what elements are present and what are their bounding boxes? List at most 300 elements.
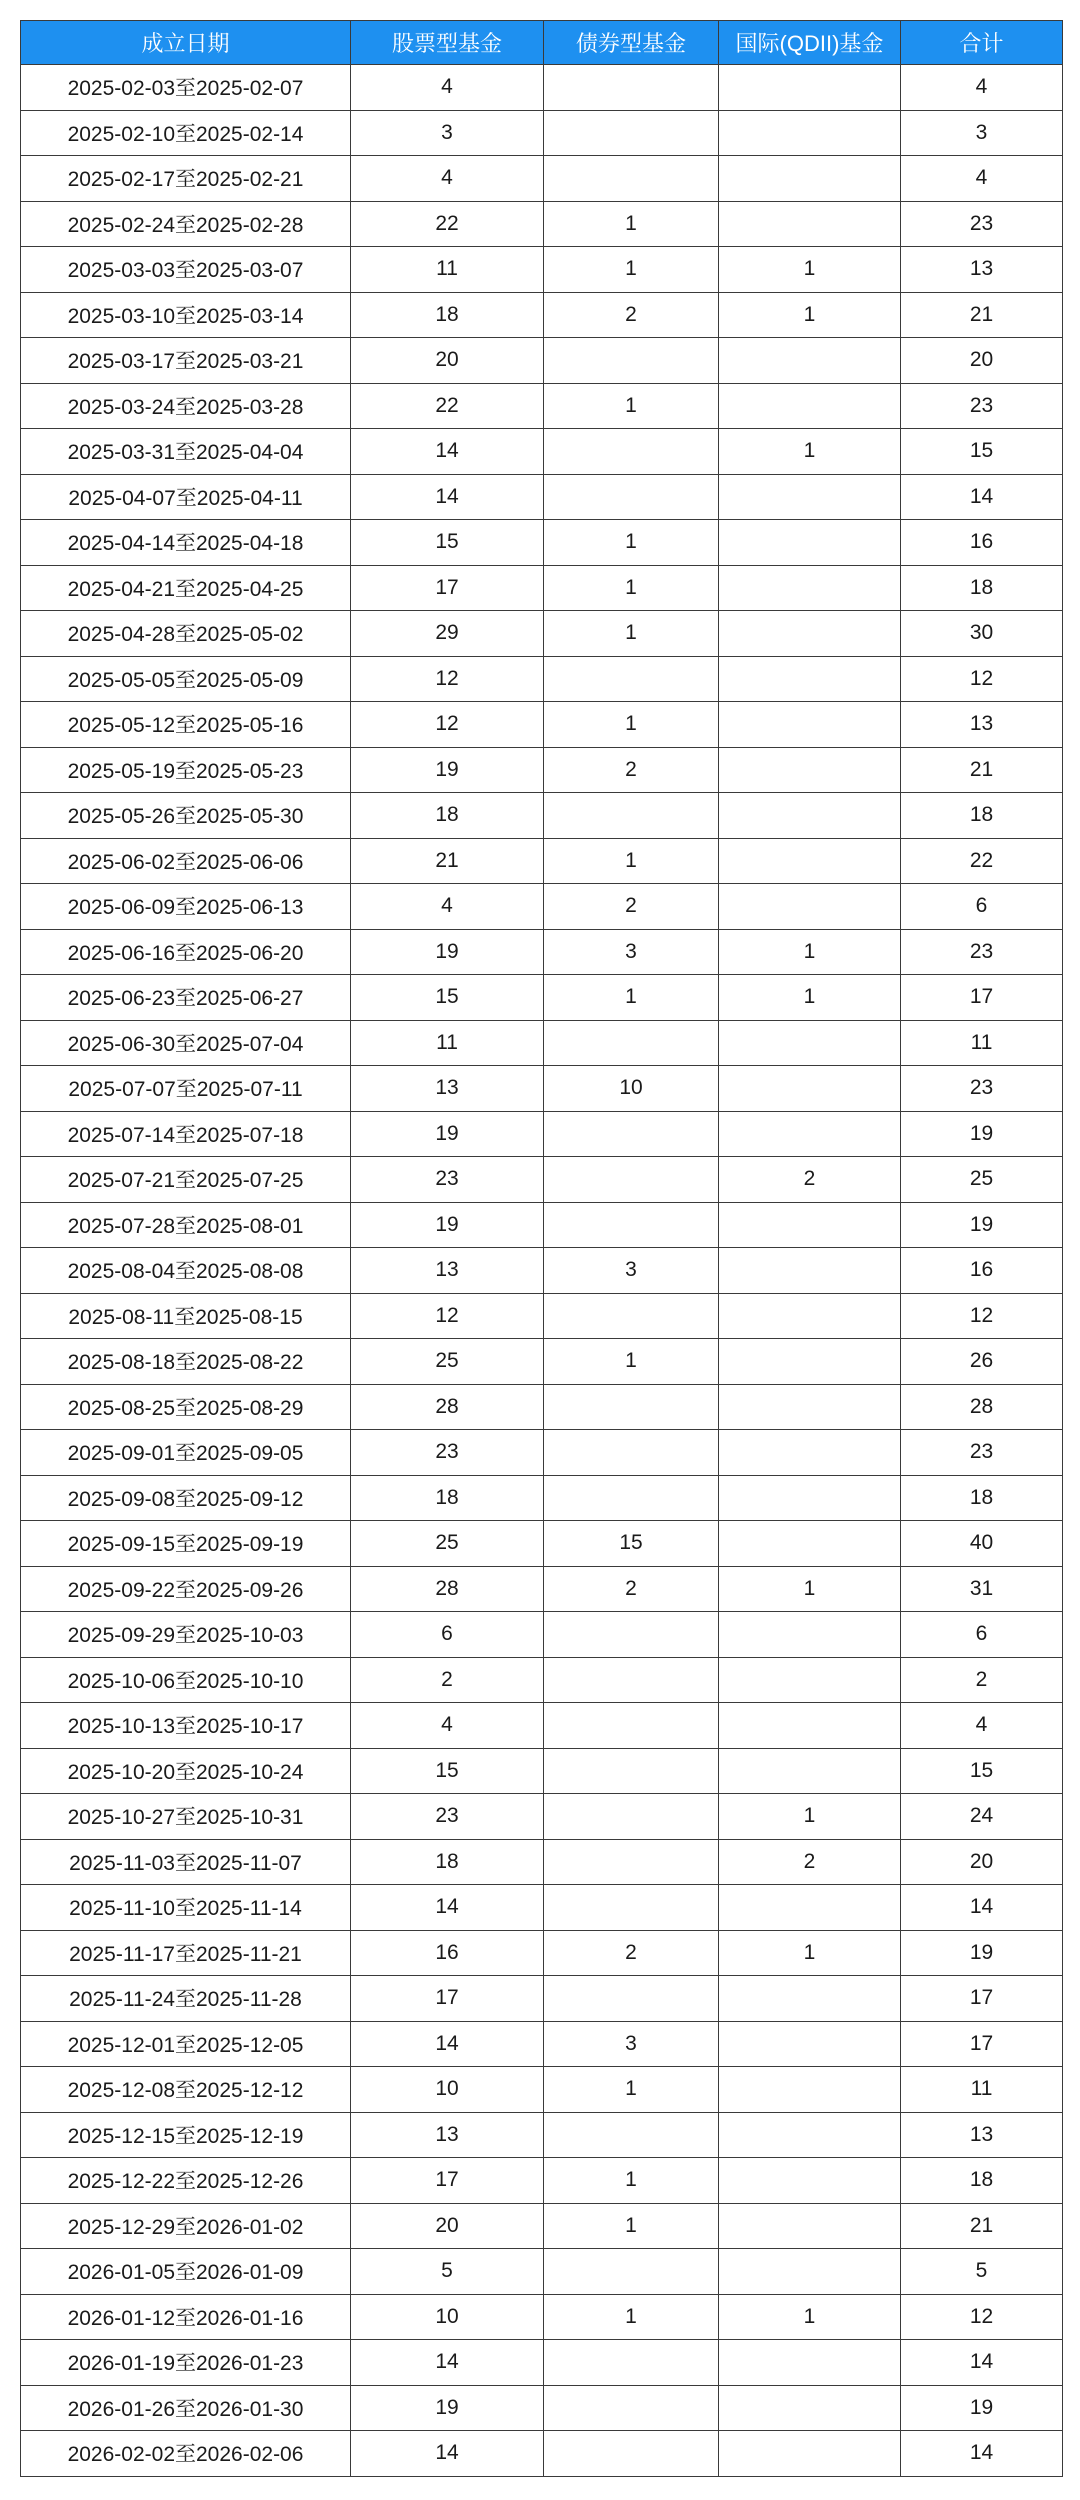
- table-row: [21, 929, 1063, 975]
- qdii-fund-cell: [719, 338, 901, 384]
- bond-fund-cell: [544, 1430, 719, 1476]
- qdii-fund-cell: [719, 2158, 901, 2204]
- date-cell: 2025-06-30至2025-07-04: [21, 1020, 351, 1066]
- date-cell: 2025-11-17至2025-11-21: [21, 1930, 351, 1976]
- bond-fund-cell: 1: [544, 2067, 719, 2113]
- bond-fund-cell: 3: [544, 929, 719, 975]
- equity-fund-cell: 29: [351, 611, 544, 657]
- equity-fund-cell: 18: [351, 1839, 544, 1885]
- equity-fund-cell: 10: [351, 2067, 544, 2113]
- total-cell: 20: [901, 1839, 1063, 1885]
- equity-fund-cell: 22: [351, 201, 544, 247]
- bond-fund-cell: [544, 338, 719, 384]
- bond-fund-cell: 2: [544, 1566, 719, 1612]
- equity-fund-cell: 20: [351, 2203, 544, 2249]
- bond-fund-cell: [544, 1703, 719, 1749]
- total-cell: 23: [901, 1066, 1063, 1112]
- total-cell: 30: [901, 611, 1063, 657]
- qdii-fund-cell: 1: [719, 2294, 901, 2340]
- equity-fund-cell: 15: [351, 975, 544, 1021]
- equity-fund-cell: 13: [351, 1248, 544, 1294]
- bond-fund-cell: 2: [544, 1930, 719, 1976]
- bond-fund-cell: [544, 429, 719, 475]
- table-row: [21, 975, 1063, 1021]
- equity-fund-cell: 10: [351, 2294, 544, 2340]
- table-row: [21, 1794, 1063, 1840]
- date-cell: 2026-02-02至2026-02-06: [21, 2431, 351, 2477]
- total-cell: 21: [901, 747, 1063, 793]
- total-cell: 13: [901, 2112, 1063, 2158]
- equity-fund-cell: 19: [351, 747, 544, 793]
- table-row: [21, 1248, 1063, 1294]
- table-row: [21, 65, 1063, 111]
- bond-fund-cell: [544, 156, 719, 202]
- total-cell: 16: [901, 1248, 1063, 1294]
- bond-fund-cell: [544, 110, 719, 156]
- bond-fund-cell: [544, 1157, 719, 1203]
- bond-fund-cell: [544, 1111, 719, 1157]
- bond-fund-cell: 1: [544, 520, 719, 566]
- date-cell: 2025-11-03至2025-11-07: [21, 1839, 351, 1885]
- equity-fund-cell: 12: [351, 656, 544, 702]
- date-cell: 2025-09-22至2025-09-26: [21, 1566, 351, 1612]
- total-cell: 3: [901, 110, 1063, 156]
- bond-fund-cell: 1: [544, 383, 719, 429]
- table-row: [21, 2294, 1063, 2340]
- table-row: [21, 2340, 1063, 2386]
- date-cell: 2025-05-26至2025-05-30: [21, 793, 351, 839]
- equity-fund-cell: 28: [351, 1566, 544, 1612]
- table-row: [21, 1157, 1063, 1203]
- total-cell: 2: [901, 1657, 1063, 1703]
- equity-fund-cell: 25: [351, 1521, 544, 1567]
- date-cell: 2025-05-19至2025-05-23: [21, 747, 351, 793]
- qdii-fund-cell: [719, 1703, 901, 1749]
- total-cell: 14: [901, 1885, 1063, 1931]
- equity-fund-cell: 14: [351, 474, 544, 520]
- bond-fund-cell: [544, 1202, 719, 1248]
- total-cell: 40: [901, 1521, 1063, 1567]
- equity-fund-cell: 19: [351, 1202, 544, 1248]
- qdii-fund-cell: 1: [719, 247, 901, 293]
- bond-fund-cell: 3: [544, 2021, 719, 2067]
- date-cell: 2025-03-24至2025-03-28: [21, 383, 351, 429]
- date-cell: 2025-11-10至2025-11-14: [21, 1885, 351, 1931]
- bond-fund-cell: [544, 1976, 719, 2022]
- qdii-fund-cell: [719, 884, 901, 930]
- date-cell: 2025-08-18至2025-08-22: [21, 1339, 351, 1385]
- date-cell: 2025-07-28至2025-08-01: [21, 1202, 351, 1248]
- qdii-fund-cell: [719, 1066, 901, 1112]
- equity-fund-cell: 19: [351, 1111, 544, 1157]
- date-cell: 2025-09-29至2025-10-03: [21, 1612, 351, 1658]
- total-cell: 15: [901, 1748, 1063, 1794]
- table-row: [21, 1885, 1063, 1931]
- equity-fund-cell: 17: [351, 2158, 544, 2204]
- qdii-fund-cell: [719, 1976, 901, 2022]
- qdii-fund-cell: [719, 1202, 901, 1248]
- bond-fund-cell: [544, 2112, 719, 2158]
- equity-fund-cell: 23: [351, 1430, 544, 1476]
- table-row: [21, 383, 1063, 429]
- date-cell: 2025-12-01至2025-12-05: [21, 2021, 351, 2067]
- bond-fund-cell: [544, 1657, 719, 1703]
- bond-fund-cell: 1: [544, 702, 719, 748]
- total-cell: 17: [901, 2021, 1063, 2067]
- bond-fund-cell: [544, 2431, 719, 2477]
- equity-fund-cell: 4: [351, 156, 544, 202]
- bond-fund-cell: 1: [544, 2158, 719, 2204]
- table-row: [21, 1930, 1063, 1976]
- bond-fund-cell: [544, 1839, 719, 1885]
- table-row: [21, 565, 1063, 611]
- bond-fund-cell: [544, 474, 719, 520]
- equity-fund-cell: 14: [351, 1885, 544, 1931]
- bond-fund-cell: 1: [544, 201, 719, 247]
- table-row: [21, 702, 1063, 748]
- date-cell: 2025-04-14至2025-04-18: [21, 520, 351, 566]
- date-cell: 2025-11-24至2025-11-28: [21, 1976, 351, 2022]
- total-cell: 6: [901, 1612, 1063, 1658]
- fund-table-container: [20, 20, 1062, 2477]
- equity-fund-cell: 18: [351, 1475, 544, 1521]
- equity-fund-cell: 28: [351, 1384, 544, 1430]
- total-cell: 24: [901, 1794, 1063, 1840]
- bond-fund-cell: [544, 1748, 719, 1794]
- date-cell: 2025-09-15至2025-09-19: [21, 1521, 351, 1567]
- table-row: [21, 156, 1063, 202]
- total-cell: 5: [901, 2249, 1063, 2295]
- total-cell: 12: [901, 2294, 1063, 2340]
- table-row: [21, 1202, 1063, 1248]
- total-cell: 13: [901, 247, 1063, 293]
- bond-fund-cell: [544, 1020, 719, 1066]
- bond-fund-cell: [544, 65, 719, 111]
- total-cell: 4: [901, 156, 1063, 202]
- equity-fund-cell: 25: [351, 1339, 544, 1385]
- total-cell: 11: [901, 2067, 1063, 2113]
- total-cell: 12: [901, 1293, 1063, 1339]
- qdii-fund-cell: [719, 1339, 901, 1385]
- equity-fund-cell: 22: [351, 383, 544, 429]
- table-row: [21, 656, 1063, 702]
- date-cell: 2026-01-12至2026-01-16: [21, 2294, 351, 2340]
- table-row: [21, 1384, 1063, 1430]
- table-row: [21, 747, 1063, 793]
- total-cell: 22: [901, 838, 1063, 884]
- header-bond-fund: 债券型基金: [544, 21, 719, 65]
- qdii-fund-cell: [719, 565, 901, 611]
- equity-fund-cell: 21: [351, 838, 544, 884]
- qdii-fund-cell: [719, 2340, 901, 2386]
- table-row: [21, 2112, 1063, 2158]
- date-cell: 2025-12-15至2025-12-19: [21, 2112, 351, 2158]
- qdii-fund-cell: [719, 1657, 901, 1703]
- bond-fund-cell: [544, 656, 719, 702]
- date-cell: 2025-02-24至2025-02-28: [21, 201, 351, 247]
- date-cell: 2025-05-12至2025-05-16: [21, 702, 351, 748]
- bond-fund-cell: [544, 2385, 719, 2431]
- qdii-fund-cell: [719, 2021, 901, 2067]
- date-cell: 2025-09-01至2025-09-05: [21, 1430, 351, 1476]
- table-row: [21, 1475, 1063, 1521]
- qdii-fund-cell: [719, 65, 901, 111]
- qdii-fund-cell: [719, 702, 901, 748]
- total-cell: 19: [901, 1202, 1063, 1248]
- bond-fund-cell: 1: [544, 2294, 719, 2340]
- equity-fund-cell: 17: [351, 565, 544, 611]
- date-cell: 2025-10-13至2025-10-17: [21, 1703, 351, 1749]
- date-cell: 2025-04-21至2025-04-25: [21, 565, 351, 611]
- date-cell: 2026-01-19至2026-01-23: [21, 2340, 351, 2386]
- table-row: [21, 611, 1063, 657]
- table-row: [21, 1521, 1063, 1567]
- bond-fund-cell: [544, 2249, 719, 2295]
- table-row: [21, 474, 1063, 520]
- table-row: [21, 1612, 1063, 1658]
- date-cell: 2025-12-29至2026-01-02: [21, 2203, 351, 2249]
- total-cell: 14: [901, 474, 1063, 520]
- bond-fund-cell: [544, 2340, 719, 2386]
- table-row: [21, 2385, 1063, 2431]
- bond-fund-cell: [544, 1475, 719, 1521]
- qdii-fund-cell: [719, 1020, 901, 1066]
- header-qdii-fund: 国际(QDII)基金: [719, 21, 901, 65]
- total-cell: 23: [901, 1430, 1063, 1476]
- qdii-fund-cell: [719, 2203, 901, 2249]
- bond-fund-cell: 2: [544, 292, 719, 338]
- equity-fund-cell: 14: [351, 429, 544, 475]
- bond-fund-cell: [544, 793, 719, 839]
- bond-fund-cell: 1: [544, 1339, 719, 1385]
- qdii-fund-cell: [719, 656, 901, 702]
- total-cell: 23: [901, 201, 1063, 247]
- total-cell: 4: [901, 1703, 1063, 1749]
- total-cell: 23: [901, 929, 1063, 975]
- date-cell: 2025-03-31至2025-04-04: [21, 429, 351, 475]
- qdii-fund-cell: 1: [719, 292, 901, 338]
- equity-fund-cell: 20: [351, 338, 544, 384]
- equity-fund-cell: 19: [351, 2385, 544, 2431]
- table-row: [21, 793, 1063, 839]
- equity-fund-cell: 3: [351, 110, 544, 156]
- equity-fund-cell: 15: [351, 1748, 544, 1794]
- total-cell: 14: [901, 2431, 1063, 2477]
- qdii-fund-cell: [719, 1748, 901, 1794]
- date-cell: 2025-10-20至2025-10-24: [21, 1748, 351, 1794]
- total-cell: 15: [901, 429, 1063, 475]
- table-row: [21, 2158, 1063, 2204]
- date-cell: 2025-06-02至2025-06-06: [21, 838, 351, 884]
- qdii-fund-cell: [719, 2385, 901, 2431]
- date-cell: 2025-08-25至2025-08-29: [21, 1384, 351, 1430]
- date-cell: 2026-01-05至2026-01-09: [21, 2249, 351, 2295]
- equity-fund-cell: 4: [351, 884, 544, 930]
- date-cell: 2025-07-07至2025-07-11: [21, 1066, 351, 1112]
- equity-fund-cell: 11: [351, 1020, 544, 1066]
- table-row: [21, 110, 1063, 156]
- bond-fund-cell: [544, 1384, 719, 1430]
- equity-fund-cell: 19: [351, 929, 544, 975]
- table-row: [21, 201, 1063, 247]
- date-cell: 2025-06-09至2025-06-13: [21, 884, 351, 930]
- date-cell: 2025-02-10至2025-02-14: [21, 110, 351, 156]
- equity-fund-cell: 15: [351, 520, 544, 566]
- date-cell: 2026-01-26至2026-01-30: [21, 2385, 351, 2431]
- equity-fund-cell: 14: [351, 2021, 544, 2067]
- total-cell: 14: [901, 2340, 1063, 2386]
- equity-fund-cell: 4: [351, 1703, 544, 1749]
- equity-fund-cell: 13: [351, 2112, 544, 2158]
- table-header: [21, 21, 1063, 65]
- equity-fund-cell: 13: [351, 1066, 544, 1112]
- date-cell: 2025-03-17至2025-03-21: [21, 338, 351, 384]
- qdii-fund-cell: 2: [719, 1157, 901, 1203]
- equity-fund-cell: 11: [351, 247, 544, 293]
- equity-fund-cell: 23: [351, 1157, 544, 1203]
- bond-fund-cell: 3: [544, 1248, 719, 1294]
- date-cell: 2025-02-17至2025-02-21: [21, 156, 351, 202]
- header-equity-fund: 股票型基金: [351, 21, 544, 65]
- qdii-fund-cell: 1: [719, 429, 901, 475]
- bond-fund-cell: [544, 1612, 719, 1658]
- total-cell: 18: [901, 565, 1063, 611]
- table-row: [21, 2249, 1063, 2295]
- total-cell: 6: [901, 884, 1063, 930]
- header-total: 合计: [901, 21, 1063, 65]
- qdii-fund-cell: 2: [719, 1839, 901, 1885]
- table-row: [21, 838, 1063, 884]
- qdii-fund-cell: [719, 156, 901, 202]
- qdii-fund-cell: [719, 1885, 901, 1931]
- date-cell: 2025-03-10至2025-03-14: [21, 292, 351, 338]
- qdii-fund-cell: [719, 1475, 901, 1521]
- header-row: [21, 21, 1063, 65]
- table-body: [21, 65, 1063, 2477]
- total-cell: 11: [901, 1020, 1063, 1066]
- equity-fund-cell: 6: [351, 1612, 544, 1658]
- total-cell: 16: [901, 520, 1063, 566]
- qdii-fund-cell: [719, 838, 901, 884]
- bond-fund-cell: 1: [544, 2203, 719, 2249]
- total-cell: 20: [901, 338, 1063, 384]
- qdii-fund-cell: [719, 201, 901, 247]
- date-cell: 2025-04-07至2025-04-11: [21, 474, 351, 520]
- equity-fund-cell: 12: [351, 1293, 544, 1339]
- total-cell: 21: [901, 292, 1063, 338]
- total-cell: 17: [901, 1976, 1063, 2022]
- total-cell: 23: [901, 383, 1063, 429]
- total-cell: 25: [901, 1157, 1063, 1203]
- bond-fund-cell: [544, 1885, 719, 1931]
- table-row: [21, 1339, 1063, 1385]
- date-cell: 2025-07-21至2025-07-25: [21, 1157, 351, 1203]
- table-row: [21, 1657, 1063, 1703]
- table-row: [21, 2021, 1063, 2067]
- equity-fund-cell: 16: [351, 1930, 544, 1976]
- qdii-fund-cell: 1: [719, 929, 901, 975]
- equity-fund-cell: 2: [351, 1657, 544, 1703]
- qdii-fund-cell: [719, 110, 901, 156]
- qdii-fund-cell: [719, 1293, 901, 1339]
- date-cell: 2025-08-11至2025-08-15: [21, 1293, 351, 1339]
- date-cell: 2025-12-08至2025-12-12: [21, 2067, 351, 2113]
- table-row: [21, 1566, 1063, 1612]
- table-row: [21, 429, 1063, 475]
- bond-fund-cell: 2: [544, 884, 719, 930]
- table-row: [21, 1066, 1063, 1112]
- total-cell: 19: [901, 2385, 1063, 2431]
- qdii-fund-cell: [719, 2067, 901, 2113]
- total-cell: 17: [901, 975, 1063, 1021]
- qdii-fund-cell: [719, 1612, 901, 1658]
- bond-fund-cell: 15: [544, 1521, 719, 1567]
- bond-fund-cell: 10: [544, 1066, 719, 1112]
- qdii-fund-cell: [719, 747, 901, 793]
- date-cell: 2025-09-08至2025-09-12: [21, 1475, 351, 1521]
- bond-fund-cell: [544, 1794, 719, 1840]
- fund-establishment-table: [20, 20, 1063, 2477]
- qdii-fund-cell: [719, 2431, 901, 2477]
- equity-fund-cell: 14: [351, 2431, 544, 2477]
- table-row: [21, 338, 1063, 384]
- equity-fund-cell: 4: [351, 65, 544, 111]
- bond-fund-cell: 1: [544, 838, 719, 884]
- date-cell: 2025-02-03至2025-02-07: [21, 65, 351, 111]
- date-cell: 2025-04-28至2025-05-02: [21, 611, 351, 657]
- total-cell: 12: [901, 656, 1063, 702]
- date-cell: 2025-05-05至2025-05-09: [21, 656, 351, 702]
- equity-fund-cell: 18: [351, 793, 544, 839]
- qdii-fund-cell: [719, 1111, 901, 1157]
- qdii-fund-cell: 1: [719, 1794, 901, 1840]
- header-date: 成立日期: [21, 21, 351, 65]
- bond-fund-cell: 1: [544, 565, 719, 611]
- qdii-fund-cell: [719, 520, 901, 566]
- total-cell: 19: [901, 1930, 1063, 1976]
- total-cell: 21: [901, 2203, 1063, 2249]
- table-row: [21, 1111, 1063, 1157]
- bond-fund-cell: [544, 1293, 719, 1339]
- date-cell: 2025-03-03至2025-03-07: [21, 247, 351, 293]
- date-cell: 2025-10-27至2025-10-31: [21, 1794, 351, 1840]
- table-row: [21, 1703, 1063, 1749]
- table-row: [21, 1293, 1063, 1339]
- table-row: [21, 1748, 1063, 1794]
- table-row: [21, 1430, 1063, 1476]
- date-cell: 2025-07-14至2025-07-18: [21, 1111, 351, 1157]
- date-cell: 2025-08-04至2025-08-08: [21, 1248, 351, 1294]
- table-row: [21, 247, 1063, 293]
- qdii-fund-cell: [719, 474, 901, 520]
- date-cell: 2025-12-22至2025-12-26: [21, 2158, 351, 2204]
- qdii-fund-cell: 1: [719, 1930, 901, 1976]
- date-cell: 2025-10-06至2025-10-10: [21, 1657, 351, 1703]
- qdii-fund-cell: [719, 383, 901, 429]
- total-cell: 18: [901, 2158, 1063, 2204]
- table-row: [21, 1020, 1063, 1066]
- equity-fund-cell: 12: [351, 702, 544, 748]
- equity-fund-cell: 17: [351, 1976, 544, 2022]
- qdii-fund-cell: 1: [719, 1566, 901, 1612]
- bond-fund-cell: 2: [544, 747, 719, 793]
- table-row: [21, 884, 1063, 930]
- qdii-fund-cell: [719, 1248, 901, 1294]
- qdii-fund-cell: [719, 793, 901, 839]
- equity-fund-cell: 14: [351, 2340, 544, 2386]
- qdii-fund-cell: [719, 1521, 901, 1567]
- total-cell: 31: [901, 1566, 1063, 1612]
